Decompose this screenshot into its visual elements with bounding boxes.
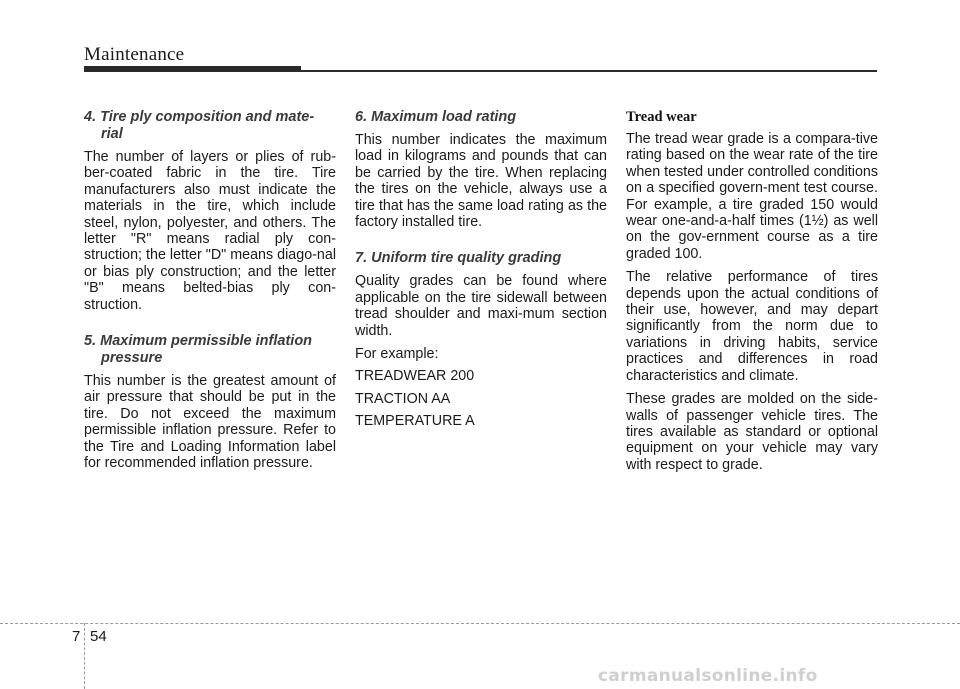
example-line: TEMPERATURE A — [355, 413, 475, 430]
header-rule-thick — [84, 66, 301, 72]
footer-rule — [0, 623, 960, 624]
section-4-heading — [84, 109, 336, 143]
section-5-body: This number is the greatest amount of air pressure that should be put in the tire. Do not exceed the maximum permissible inflation pressure. Refer to the Tire and Loading Information label for recommended inflation pressure. — [84, 373, 336, 472]
example-line: TREADWEAR 200 — [355, 368, 475, 385]
section-6-heading: 6. Maximum load rating — [355, 109, 517, 125]
tread-wear-paragraph-2: The relative performance of tires depends upon the actual conditions of their use, however, and may depart significantly from the norm due to variations in driving habits, service practices and differences in road characteristics and climate. — [626, 269, 878, 384]
section-5-heading-line1: 5. Maximum permissible inflation — [84, 333, 313, 350]
column-3 — [626, 109, 878, 480]
tread-wear-heading: Tread wear — [626, 109, 697, 125]
section-4-body: The number of layers or plies of rub-ber-coated fabric in the tire. Tire manufacturers also must indicate the materials in the tire, which include steel, nylon, polyester, and others. The letter "R" means radial ply con-struction; the letter "D" means diago-nal or bias ply construction; and the letter "B" means belted-bias ply con-struction. — [84, 149, 336, 313]
page-number: 54 — [90, 628, 107, 645]
example-line: TRACTION AA — [355, 390, 451, 407]
section-4-heading-line2: rial — [101, 126, 123, 142]
chapter-number: 7 — [72, 628, 81, 645]
section-5-heading-line2: pressure — [101, 350, 163, 367]
column-1 — [84, 109, 336, 479]
page-header-title: Maintenance — [84, 44, 185, 65]
section-7-body: Quality grades can be found where applicable on the tire sidewall between tread shoulder and maxi-mum section width. — [355, 273, 607, 339]
tread-wear-paragraph-3: These grades are molded on the side-walls of passenger vehicle tires. The tires available as standard or optional equipment on your vehicle may vary with respect to grade. — [626, 391, 878, 473]
section-5-heading — [84, 333, 336, 367]
section-6-body: This number indicates the maximum load in kilograms and pounds that can be carried by the tire. When replacing the tires on the vehicle, always use a tire that has the same load rating as the factory installed tire. — [355, 132, 607, 231]
example-label: For example: — [355, 346, 439, 363]
footer-divider — [84, 623, 85, 689]
column-2 — [355, 109, 607, 436]
section-4-heading-line1: 4. Tire ply composition and mate- — [84, 109, 315, 125]
header-rule-thin — [301, 70, 877, 72]
watermark-text: carmanualsonline.info — [598, 666, 818, 686]
section-7-heading: 7. Uniform tire quality grading — [355, 250, 562, 267]
tread-wear-paragraph-1: The tread wear grade is a compara-tive rating based on the wear rate of the tire when tested under controlled conditions on a specified govern-ment test course. For example, a tire graded 150 would wear one-and-a-half times (1½) as well on the gov-ernment course as a tire graded 100. — [626, 131, 878, 262]
